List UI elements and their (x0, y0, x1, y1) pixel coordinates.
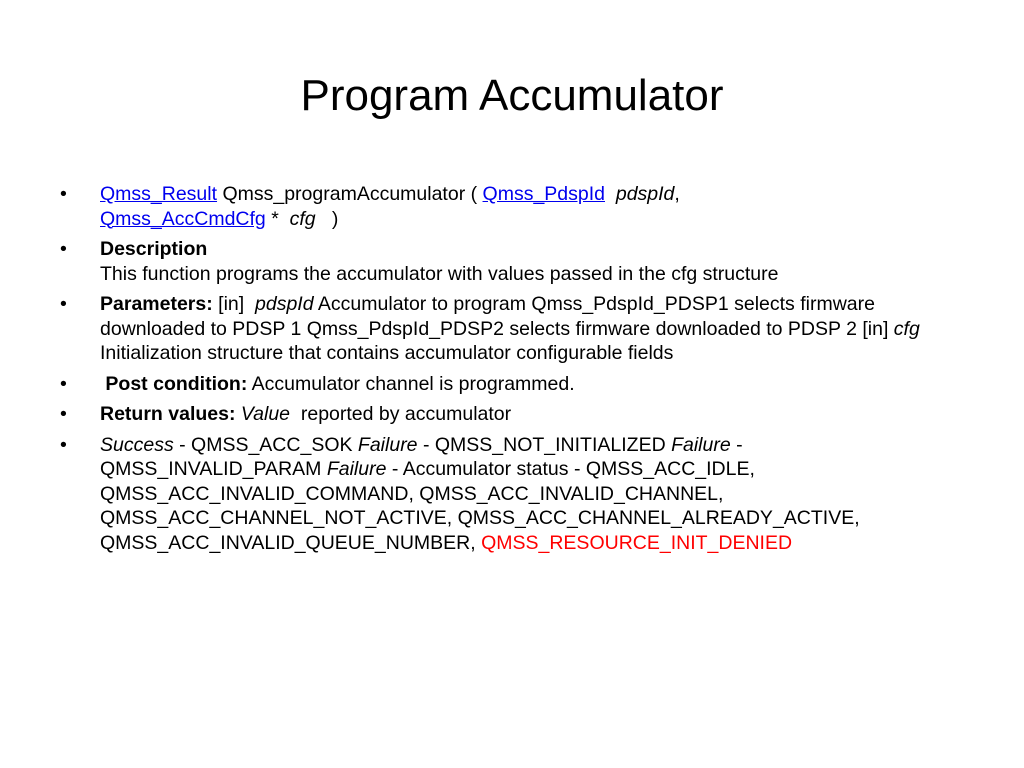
bullet-description (60, 237, 960, 286)
param-pdspid-name: pdspId (615, 183, 675, 205)
bullet-dot-icon: • (60, 293, 67, 315)
slide-title: Program Accumulator (300, 71, 724, 120)
description-label: Description (100, 238, 208, 260)
qmss-result-link[interactable]: Qmss_Result (100, 183, 218, 205)
parameters-cfg: cfg (893, 317, 920, 340)
parameters-pdspid-text: Accumulator to program Qmss_PdspId_PDSP1 selects firmware downloaded to PDSP 1 Qmss_PdspId_PDSP2 selects firmware downloaded to PDSP 2 [in] (100, 293, 894, 340)
bullet-dot-icon: • (60, 372, 67, 395)
bullet-parameters (60, 292, 960, 366)
bullet-list (60, 182, 960, 561)
bullet-post-condition (60, 372, 960, 397)
bullet-dot-icon: • (60, 403, 67, 425)
code-resource-init-denied: QMSS_RESOURCE_INIT_DENIED (481, 531, 793, 554)
parameters-cfg-text: Initialization structure that contains accumulator configurable fields (100, 342, 674, 364)
code-failure-label: Failure (357, 433, 418, 456)
signature-close: ) (315, 207, 339, 230)
bullet-dot-icon: • (60, 433, 67, 456)
parameters-label: Parameters: (100, 293, 213, 315)
code-success-text: - QMSS_ACC_SOK (173, 433, 358, 456)
signature-pointer: * (265, 207, 290, 230)
code-failure-label: Failure (326, 458, 387, 480)
bullet-dot-icon: • (60, 238, 67, 260)
code-failure-label: Failure (671, 433, 731, 456)
description-text: This function programs the accumulator with values passed in the cfg structure (100, 262, 779, 285)
return-values-label: Return values: (100, 403, 236, 425)
code-failure-text: - QMSS_NOT_INITIALIZED (417, 433, 672, 456)
post-condition-label: Post condition: (105, 372, 248, 395)
bullet-dot-icon: • (60, 183, 67, 205)
bullet-return-codes (60, 433, 960, 556)
qmss-acccmdcfg-link[interactable]: Qmss_AccCmdCfg (100, 207, 266, 230)
parameters-in-1: [in] (212, 293, 256, 315)
bullet-return-values (60, 402, 960, 427)
code-success-label: Success (100, 433, 174, 456)
code-failure-text: - Accumulator status - QMSS_ACC_IDLE, QMSS_ACC_INVALID_COMMAND, QMSS_ACC_INVALID_CHANNEL, QMSS_ACC_CHANNEL_NOT_ACTIVE, QMSS_ACC_CHANNEL_ALREADY_ACTIVE, QMSS_ACC_INVALID_QUEUE_NUMBER, (100, 458, 860, 554)
post-condition-text: Accumulator channel is programmed. (247, 372, 575, 395)
qmss-pdspid-link[interactable]: Qmss_PdspId (482, 183, 605, 205)
return-values-text: reported by accumulator (290, 403, 512, 425)
return-value-word: Value (240, 403, 291, 425)
bullet-signature (60, 182, 960, 231)
param-cfg-name: cfg (289, 207, 316, 230)
function-name: Qmss_programAccumulator ( (217, 183, 483, 205)
code-failure-text: - QMSS_INVALID_PARAM (100, 433, 743, 480)
parameters-pdspid: pdspId (255, 293, 314, 315)
signature-comma: , (674, 183, 680, 205)
